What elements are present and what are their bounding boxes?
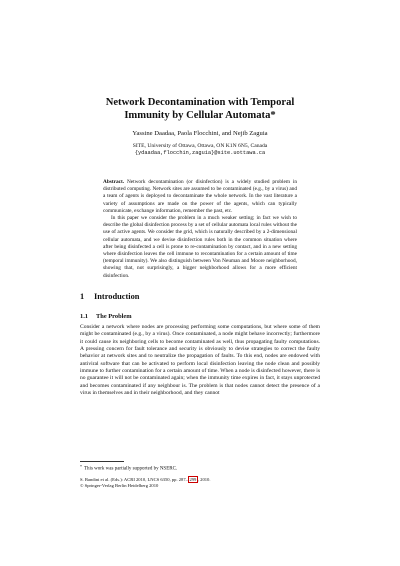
footnote-text: This work was partially supported by NSERC.: [84, 466, 178, 472]
abstract-label: Abstract.: [103, 179, 125, 185]
affiliation: SITE, University of Ottawa, Ottawa, ON K1N 6N5, Canada: [132, 143, 268, 149]
abstract-paragraph-2: In this paper we consider the problem in a much weaker setting; in fact we wish to describe the global disinfection process by a set of cellular automata local rules without the use of active agents. We consider the grid, which is naturally described by a 2-dimensional cellular automata, and we devise disinfection rules both in the common situation where after being disinfected a cell is prone to re-contamination by contact, and in a new setting where disinfection leaves the cell immune to recontamination for a certain amount of time (temporal immunity). We also distinguish between Von Neuman and Moore neighborhood, showing that, not surprisingly, a bigger neighborhood allows for a more efficient disinfection.: [103, 215, 297, 279]
section-title: Introduction: [94, 292, 140, 301]
title-line-2: Immunity by Cellular Automata*: [124, 110, 276, 121]
abstract-paragraph-1: [103, 179, 297, 215]
author-list: Yassine Daadaa, Paola Flocchini, and Nejib Zaguia: [132, 130, 268, 137]
author-emails: {ydaadaa,flocchin,zaguia}@site.uottawa.ca: [134, 150, 266, 157]
citation-year: , 2010.: [197, 477, 211, 482]
footnote-mark: *: [80, 464, 82, 469]
subsection-heading: [80, 313, 132, 320]
footnote-rule: [80, 461, 124, 462]
body-paragraph: Consider a network where nodes are processing performing some computations, but where some of them might be contaminated (e.g., by a virus). Once contaminated, a node might behave incorrectly; furthermore it could cause its neighboring cells to become contaminated as well, thus propagating faulty computations. A pressing concern for fault tolerance and security is obviously to devise strategies to correct the faulty behavior at network sites and to neutralize the propagation of faults. To this end, nodes are endowed with antiviral software that can be activated to perform local disinfection leaving the node clean and possibly immune to further contamination for a certain amount of time. When a node is disinfected however, there is no guarantee it will not be contaminated again; when the immunity time expires in fact, it stays unprotected and becomes contaminated if any neighbour is. The problem is that nodes cannot detect the presence of a virus in themselves and in their neighborhood, and they cannot: [80, 324, 320, 397]
page-link[interactable]: 299: [189, 477, 197, 482]
copyright-line: © Springer-Verlag Berlin Heidelberg 2010: [80, 483, 159, 489]
citation-text: S. Bandini et al. (Eds.): ACRI 2010, LNCS 6350, pp. 287–: [80, 477, 188, 482]
body-text: [80, 324, 320, 397]
subsection-title: The Problem: [96, 313, 132, 320]
paper-title: [60, 96, 340, 122]
section-heading: [80, 292, 139, 301]
abstract: [103, 179, 297, 280]
abstract-text-1: Network decontamination (or disinfection) is a widely studied problem in distributed computing. Network sites are assumed to be contaminated (e.g., by a virus) and a team of agents is deployed to decontaminate the whole network. In the vast literature a variety of assumptions are made on the power of the agents, which can typically communicate, exchange information, remember the past, etc.: [103, 179, 298, 214]
footnote: [80, 464, 320, 473]
publication-info: [80, 477, 320, 489]
affiliation-block: [40, 143, 360, 158]
section-number: 1: [80, 292, 85, 301]
subsection-number: 1.1: [80, 313, 88, 320]
title-line-1: Network Decontamination with Temporal: [105, 97, 295, 108]
